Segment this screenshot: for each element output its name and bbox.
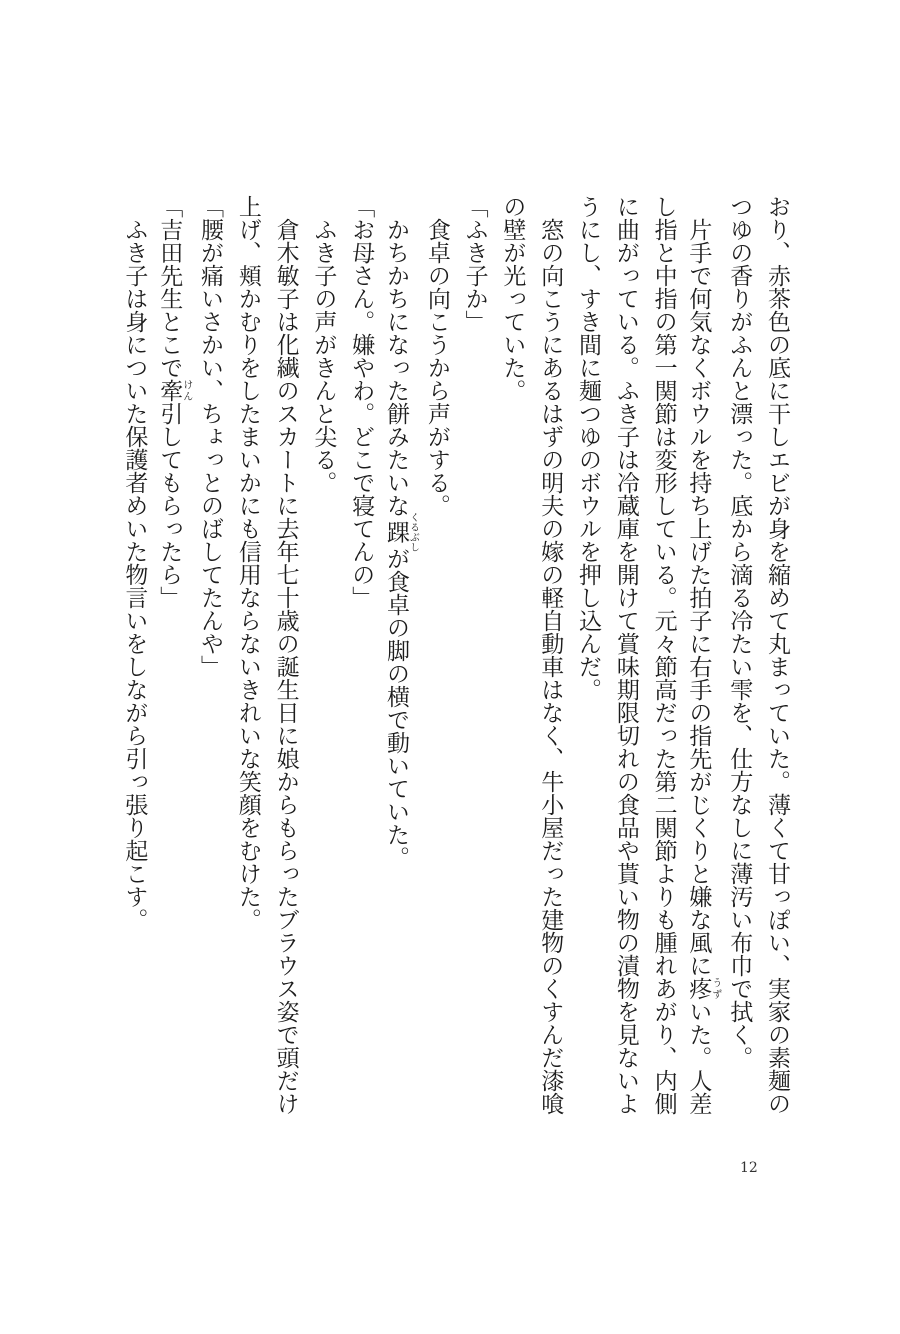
text-run: し指と中指の第一関節は変形している。元々節高だった第二関節よりも腫れあがり、内側	[650, 195, 677, 1115]
text-run: 「吉田先生とこで	[156, 195, 183, 379]
text-column	[569, 195, 607, 1125]
text-run: おり、赤茶色の底に干しエビが身を縮めて丸まっていた。薄くて甘っぽい、実家の素麺の	[764, 195, 790, 1115]
ruby-base: 疼	[685, 977, 712, 1000]
text-run: かちかちになった餅みたいな	[383, 195, 409, 517]
text-run: つゆの香りがふんと漂った。底から滴る冷たい雫を、仕方なしに薄汚い布巾で拭く。	[726, 195, 753, 1069]
ruby-annotated-word	[156, 379, 192, 402]
text-column	[380, 195, 418, 1125]
ruby-reading: けん	[180, 379, 192, 402]
text-column	[342, 195, 380, 1125]
text-column	[531, 195, 569, 1125]
text-column	[229, 195, 267, 1125]
ruby-annotated-word	[383, 512, 419, 552]
text-run: 倉木敏子は化繊のスカートに去年七十歳の誕生日に娘からもらったブラウス姿で頭だけ	[272, 195, 299, 1115]
text-run: に曲がっている。ふき子は冷蔵庫を開けて賞味期限切れの食品や貰い物の漬物を見ないよ	[612, 195, 639, 1115]
ruby-base: 牽	[156, 379, 183, 402]
ruby-base: 踝	[383, 512, 409, 552]
text-column	[418, 195, 456, 1125]
text-run: 窓の向こうにあるはずの明夫の嫁の軽自動車はなく、牛小屋だった建物のくすんだ漆喰	[537, 195, 564, 1115]
text-run: 上げ、頬かむりをしたまいかにも信用ならないきれいな笑顔をむけた。	[234, 195, 261, 931]
text-column	[115, 195, 153, 1125]
text-column	[304, 195, 342, 1125]
text-run: 引してもらったら」	[156, 402, 183, 609]
ruby-reading: うず	[709, 977, 721, 1000]
text-run: いた。人差	[685, 1000, 712, 1115]
text-run: ふき子は身についた保護者めいた物言いをしながら引っ張り起こす。	[121, 195, 148, 931]
text-run: 「腰が痛いさかい、ちょっとのばしてたんや」	[197, 195, 223, 678]
text-run: 「ふき子か」	[461, 195, 488, 333]
text-run: の壁が光っていた。	[499, 195, 526, 402]
ruby-annotated-word	[685, 977, 721, 1000]
text-column	[645, 195, 683, 1125]
text-run: が食卓の脚の横で動いていた。	[383, 547, 409, 869]
text-column	[493, 195, 531, 1125]
text-column	[267, 195, 305, 1125]
text-column	[153, 195, 191, 1125]
text-run: 片手で何気なくボウルを持ち上げた拍子に右手の指先がじくりと嫌な風に	[685, 195, 712, 977]
ruby-reading: くるぶし	[407, 512, 419, 552]
text-run: うにし、すき間に麺つゆのボウルを押し込んだ。	[575, 195, 601, 701]
text-column	[607, 195, 645, 1125]
text-column	[191, 195, 229, 1125]
text-run: 食卓の向こうから声がする。	[423, 195, 450, 517]
page-number: 12	[740, 1160, 758, 1176]
text-column	[456, 195, 494, 1125]
text-column	[758, 195, 796, 1125]
text-run: ふき子の声がきんと尖る。	[310, 195, 337, 494]
text-column	[682, 195, 720, 1125]
text-column	[720, 195, 758, 1125]
text-run: 「お母さん。嫌やわ。どこで寝てんの」	[348, 195, 375, 609]
